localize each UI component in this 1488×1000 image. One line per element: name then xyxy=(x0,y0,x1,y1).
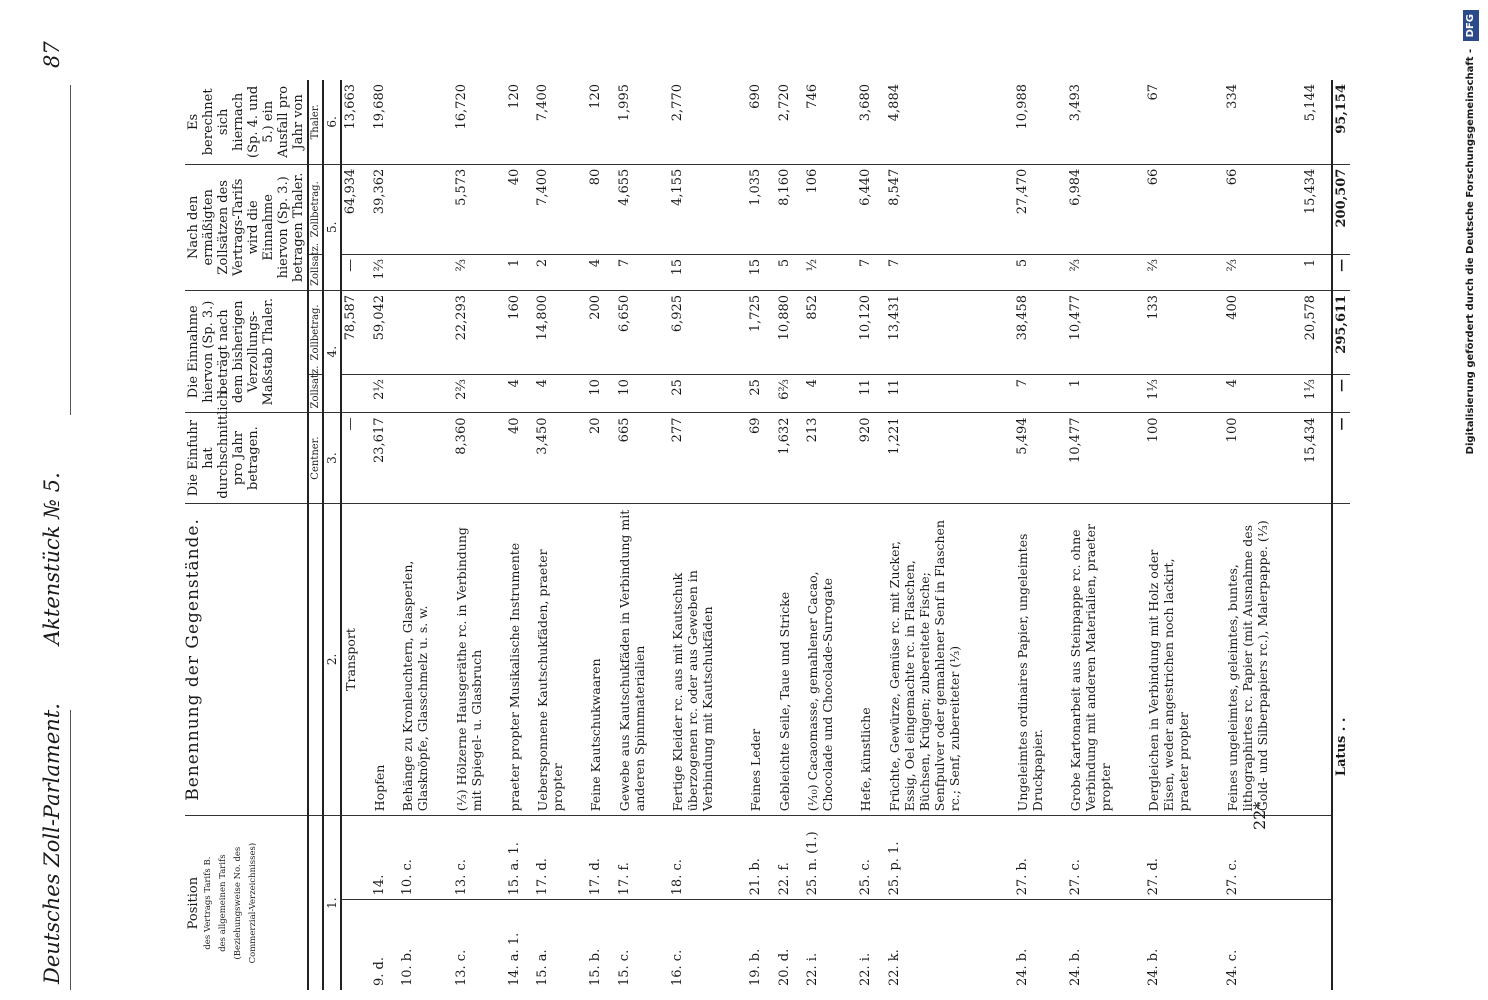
zollbetrag-bisher: 22,293 xyxy=(453,290,506,374)
dfg-logo: DFG xyxy=(1463,10,1479,41)
position-vertrag xyxy=(1302,900,1332,990)
position-vertrag: 24. b. xyxy=(1014,948,1030,986)
ausfall-thaler: 4,884 xyxy=(886,80,1014,164)
position-allgemein xyxy=(1302,816,1332,900)
table-row xyxy=(1014,80,1067,990)
unit-zollbetrag-5: Zollbetrag. xyxy=(308,164,323,254)
position-title: Position xyxy=(186,876,201,930)
col-header-ausfall: Es berechnet sich hiernach (Sp. 4. und 5.) ein Ausfall pro Jahr von xyxy=(185,80,308,164)
position-sub-allgemein: des allgemeinen Tarifs xyxy=(218,854,228,952)
zollsatz-bisher: 7 xyxy=(1014,375,1067,413)
zollbetrag-ermaessigt: 6,440 xyxy=(857,164,885,254)
table-row xyxy=(506,80,534,990)
position-vertrag: 15. c. xyxy=(616,949,632,986)
zollbetrag-bisher: 6,925 xyxy=(669,290,747,374)
einfuhr-centner: 20 xyxy=(587,413,615,503)
zollbetrag-ermaessigt: 8,160 xyxy=(776,164,804,254)
position-vertrag: 16. c. xyxy=(670,949,686,986)
position-vertrag: 10. b. xyxy=(400,948,416,986)
zollsatz-bisher: 25 xyxy=(747,375,775,413)
zollbetrag-ermaessigt xyxy=(399,164,452,254)
item-description: Feine Kautschukwaaren xyxy=(587,503,615,816)
item-description: Fertige Kleider rc. aus mit Kautschuk überzogenen rc. oder aus Geweben in Verbindung mit Kautschukfäden xyxy=(669,503,747,816)
zollsatz-ermaessigt: ⅔ xyxy=(1145,254,1223,290)
digitization-credit xyxy=(1460,10,1482,985)
position-allgemein: 14. xyxy=(371,816,399,900)
zollbetrag-ermaessigt: 15,434 xyxy=(1302,164,1332,254)
running-header-left: Deutsches Zoll-Parlament. xyxy=(40,703,64,984)
zollsatz-bisher: 25 xyxy=(669,375,747,413)
latus-einfuhr: — xyxy=(1332,413,1350,503)
position-vertrag xyxy=(341,900,371,990)
einfuhr-centner: 10,477 xyxy=(1067,413,1145,503)
unit-row xyxy=(308,80,323,990)
table-row xyxy=(776,80,804,990)
einfuhr-centner: 8,360 xyxy=(453,413,506,503)
ausfall-thaler: 3,680 xyxy=(857,80,885,164)
position-allgemein: 17. d. xyxy=(587,816,615,900)
position-allgemein: 21. b. xyxy=(747,816,775,900)
table-row xyxy=(1067,80,1145,990)
einfuhr-centner: 5,494 xyxy=(1014,413,1067,503)
table-row xyxy=(587,80,615,990)
zollsatz-bisher: 4 xyxy=(534,375,587,413)
ausfall-thaler: 7,400 xyxy=(534,80,587,164)
einfuhr-centner: 23,617 xyxy=(371,413,399,503)
einfuhr-centner xyxy=(399,413,452,503)
table-row xyxy=(1145,80,1223,990)
zollbetrag-bisher: 10,477 xyxy=(1067,290,1145,374)
zollbetrag-ermaessigt: 27,470 xyxy=(1014,164,1067,254)
latus-zollbetrag-5: 200,507 xyxy=(1332,164,1350,254)
table-row xyxy=(399,80,452,990)
position-allgemein: 17. d. xyxy=(534,816,587,900)
einfuhr-centner: 100 xyxy=(1224,413,1302,503)
position-allgemein: 27. d. xyxy=(1145,816,1223,900)
col-number-3: 3. xyxy=(323,413,341,503)
zollsatz-ermaessigt: ⅔ xyxy=(1067,254,1145,290)
ausfall-thaler: 690 xyxy=(747,80,775,164)
position-vertrag: 19. b. xyxy=(748,948,764,986)
item-description: Behänge zu Kronleuchtern, Glasperlen, Glasknöpfe, Glasschmelz u. s. w. xyxy=(399,503,452,816)
position-vertrag: 24. b. xyxy=(1146,948,1162,986)
unit-thaler: Thaler. xyxy=(308,80,323,164)
latus-ausfall: 95,154 xyxy=(1332,80,1350,164)
item-description: Feines ungeleimtes, geleimtes, buntes, lithographirtes rc. Papier (mit Ausnahme des Gold- und Silberpapiers rc.), Malerpappe. (⅓) xyxy=(1224,503,1302,816)
col-header-einfuhr: Die Einfuhr hat durchschnittlich pro Jahr betragen. xyxy=(185,413,308,503)
col-number-4: 4. xyxy=(323,290,341,413)
zollsatz-ermaessigt xyxy=(399,254,452,290)
item-description: (⅓) Hölzerne Hausgeräthe rc. in Verbindung mit Spiegel- u. Glasbruch xyxy=(453,503,506,816)
zollbetrag-ermaessigt: 7,400 xyxy=(534,164,587,254)
table-row xyxy=(1302,80,1332,990)
position-vertrag: 9. d. xyxy=(371,957,387,986)
zollsatz-ermaessigt: 4 xyxy=(587,254,615,290)
position-allgemein: 25. p. 1. xyxy=(886,816,1014,900)
table-body xyxy=(341,80,1332,990)
zollbetrag-ermaessigt: 8,547 xyxy=(886,164,1014,254)
ausfall-thaler: 10,988 xyxy=(1014,80,1067,164)
col-number-1: 1. xyxy=(323,816,341,990)
ausfall-thaler: 120 xyxy=(587,80,615,164)
ausfall-thaler: 13,663 xyxy=(341,80,371,164)
zollsatz-bisher: 10 xyxy=(616,375,669,413)
item-description xyxy=(1302,503,1332,816)
zollsatz-ermaessigt: — xyxy=(341,254,371,290)
einfuhr-centner: 920 xyxy=(857,413,885,503)
einfuhr-centner: 1,632 xyxy=(776,413,804,503)
einfuhr-centner: — xyxy=(341,413,371,503)
table-row xyxy=(453,80,506,990)
einfuhr-centner: 69 xyxy=(747,413,775,503)
zollbetrag-bisher: 38,458 xyxy=(1014,290,1067,374)
zollsatz-ermaessigt: 15 xyxy=(747,254,775,290)
table-row xyxy=(886,80,1014,990)
item-description: (⅒) Cacaomasse, gemahlener Cacao, Chocolade und Chocolade-Surrogate xyxy=(804,503,857,816)
position-vertrag: 22. k. xyxy=(886,949,902,986)
latus-zollsatz-4: — xyxy=(1332,375,1350,413)
zollbetrag-bisher: 200 xyxy=(587,290,615,374)
header-rule-left xyxy=(70,710,71,990)
zollsatz-ermaessigt: 1 xyxy=(506,254,534,290)
position-vertrag: 20. d. xyxy=(776,948,792,986)
zollbetrag-bisher: 10,880 xyxy=(776,290,804,374)
ausfall-thaler: 2,720 xyxy=(776,80,804,164)
zollsatz-ermaessigt: ½ xyxy=(804,254,857,290)
latus-zollsatz-5: — xyxy=(1332,254,1350,290)
position-allgemein: 25. c. xyxy=(857,816,885,900)
col-header-position xyxy=(185,816,308,990)
zollsatz-bisher: 4 xyxy=(506,375,534,413)
header-rule-right xyxy=(70,85,71,415)
position-allgemein: 22. f. xyxy=(776,816,804,900)
zollbetrag-ermaessigt: 66 xyxy=(1224,164,1302,254)
zollbetrag-ermaessigt: 1,035 xyxy=(747,164,775,254)
einfuhr-centner: 277 xyxy=(669,413,747,503)
unit-centner: Centner. xyxy=(308,413,323,503)
sheet-signature: 22* xyxy=(1250,801,1269,830)
zollsatz-ermaessigt: 1 xyxy=(1302,254,1332,290)
column-number-row xyxy=(323,80,341,990)
zollbetrag-ermaessigt: 64,934 xyxy=(341,164,371,254)
zollbetrag-bisher: 14,800 xyxy=(534,290,587,374)
zollbetrag-ermaessigt: 5,573 xyxy=(453,164,506,254)
zollsatz-ermaessigt: ⅔ xyxy=(453,254,506,290)
item-description: Transport xyxy=(341,503,371,816)
zollsatz-ermaessigt: 1⅔ xyxy=(371,254,399,290)
ausfall-thaler xyxy=(399,80,452,164)
einfuhr-centner: 3,450 xyxy=(534,413,587,503)
zollbetrag-ermaessigt: 39,362 xyxy=(371,164,399,254)
ausfall-thaler: 1,995 xyxy=(616,80,669,164)
ausfall-thaler: 19,680 xyxy=(371,80,399,164)
unit-zollsatz-4: Zollsatz. xyxy=(308,375,323,413)
item-description: Uebersponnene Kautschukfäden, praeter propter xyxy=(534,503,587,816)
running-header-doc-number: Aktenstück № 5. xyxy=(40,472,64,645)
ausfall-thaler: 746 xyxy=(804,80,857,164)
page-number: 87 xyxy=(40,41,64,68)
einfuhr-centner: 15,434 xyxy=(1302,413,1332,503)
zollsatz-bisher: 4 xyxy=(1224,375,1302,413)
zollbetrag-bisher: 20,578 xyxy=(1302,290,1332,374)
ausfall-thaler: 16,720 xyxy=(453,80,506,164)
position-vertrag: 13. c. xyxy=(453,949,469,986)
unit-zollbetrag-4: Zollbetrag. xyxy=(308,290,323,374)
col-header-benennung: Benennung der Gegenstände. xyxy=(185,503,308,816)
einfuhr-centner: 213 xyxy=(804,413,857,503)
einfuhr-centner: 665 xyxy=(616,413,669,503)
item-description: Hefe, künstliche xyxy=(857,503,885,816)
zollsatz-ermaessigt: 5 xyxy=(776,254,804,290)
zollbetrag-bisher: 852 xyxy=(804,290,857,374)
item-description: Gewebe aus Kautschukfäden in Verbindung mit anderen Spinnmaterialien xyxy=(616,503,669,816)
zollbetrag-ermaessigt: 6,984 xyxy=(1067,164,1145,254)
unit-cell xyxy=(308,503,323,816)
position-allgemein: 27. c. xyxy=(1067,816,1145,900)
zollsatz-bisher: 2½ xyxy=(371,375,399,413)
item-description: Früchte, Gewürze, Gemüse rc. mit Zucker, Essig, Oel eingemachte rc. in Flaschen, Büchsen, Krügen; zubereitete Fische; Senfpulver oder gemahlener Senf in Flaschen rc.; Senf, zubereiteter (⅓) xyxy=(886,503,1014,816)
table-row xyxy=(857,80,885,990)
einfuhr-centner: 100 xyxy=(1145,413,1223,503)
zollbetrag-bisher: 10,120 xyxy=(857,290,885,374)
position-allgemein: 25. n. (1.) xyxy=(804,816,857,900)
col-number-2: 2. xyxy=(323,503,341,816)
table-row xyxy=(616,80,669,990)
zollsatz-bisher xyxy=(341,375,371,413)
position-vertrag: 24. c. xyxy=(1224,949,1240,986)
table-row xyxy=(669,80,747,990)
zollbetrag-bisher xyxy=(399,290,452,374)
position-allgemein: 10. c. xyxy=(399,816,452,900)
position-allgemein: 13. c. xyxy=(453,816,506,900)
position-sub-commerzial: (Beziehungsweise No. des Commerzial-Verzeichnisses) xyxy=(233,842,258,964)
zollbetrag-bisher: 400 xyxy=(1224,290,1302,374)
header-row xyxy=(185,80,308,990)
position-allgemein: 27. c. xyxy=(1224,816,1302,900)
table-row xyxy=(534,80,587,990)
ausfall-thaler: 120 xyxy=(506,80,534,164)
zollsatz-bisher xyxy=(399,375,452,413)
col-header-einnahme: Die Einnahme hiervon (Sp. 3.) beträgt nach dem bisherigen Verzollungs-Maßstab Thaler. xyxy=(185,290,308,413)
zollsatz-ermaessigt: 7 xyxy=(886,254,1014,290)
zollbetrag-ermaessigt: 40 xyxy=(506,164,534,254)
zollsatz-ermaessigt: 15 xyxy=(669,254,747,290)
zollsatz-bisher: 1 xyxy=(1067,375,1145,413)
zollbetrag-bisher: 1,725 xyxy=(747,290,775,374)
zollsatz-bisher: 10 xyxy=(587,375,615,413)
position-allgemein: 18. c. xyxy=(669,816,747,900)
zollsatz-bisher: 6⅔ xyxy=(776,375,804,413)
ausfall-thaler: 67 xyxy=(1145,80,1223,164)
zollbetrag-bisher: 59,042 xyxy=(371,290,399,374)
table-row xyxy=(1224,80,1302,990)
einfuhr-centner: 40 xyxy=(506,413,534,503)
digitization-credit-text xyxy=(1460,10,1482,985)
latus-zollbetrag-4: 295,611 xyxy=(1332,290,1350,374)
ausfall-thaler: 334 xyxy=(1224,80,1302,164)
zollsatz-ermaessigt: ⅔ xyxy=(1224,254,1302,290)
zollbetrag-ermaessigt: 66 xyxy=(1145,164,1223,254)
zollsatz-bisher: 1⅓ xyxy=(1302,375,1332,413)
item-description: praeter propter Musikalische Instrumente xyxy=(506,503,534,816)
position-vertrag: 22. i. xyxy=(858,952,874,986)
latus-row xyxy=(1332,80,1350,990)
table-row xyxy=(371,80,399,990)
item-description: Feines Leder xyxy=(747,503,775,816)
position-sub-vertrag: des Vertrags Tarifs B. xyxy=(203,856,213,950)
zollbetrag-ermaessigt: 4,655 xyxy=(616,164,669,254)
position-vertrag: 14. a. 1. xyxy=(506,932,522,986)
ausfall-thaler: 3,493 xyxy=(1067,80,1145,164)
zollbetrag-bisher: 133 xyxy=(1145,290,1223,374)
table-row xyxy=(747,80,775,990)
zollsatz-bisher: 11 xyxy=(857,375,885,413)
zollsatz-bisher: 2⅔ xyxy=(453,375,506,413)
position-vertrag: 15. a. xyxy=(535,949,551,986)
zollsatz-ermaessigt: 7 xyxy=(857,254,885,290)
position-vertrag: 22. i. xyxy=(804,952,820,986)
position-allgemein: 15. a. 1. xyxy=(506,816,534,900)
col-number-6: 6. xyxy=(323,80,341,164)
position-allgemein: 17. f. xyxy=(616,816,669,900)
item-description: Grobe Kartonarbeit aus Steinpappe rc. ohne Verbindung mit anderen Materialien, praeter propter xyxy=(1067,503,1145,816)
item-description: Ungeleimtes ordinaires Papier, ungeleimtes Druckpapier. xyxy=(1014,503,1067,816)
zollsatz-ermaessigt: 2 xyxy=(534,254,587,290)
col-header-ermaessigt: Nach den ermäßigten Zollsätzen des Vertrags-Tarifs wird die Einnahme hiervon (Sp. 3.) betragen Thaler. xyxy=(185,164,308,290)
table-row xyxy=(341,80,371,990)
zollbetrag-ermaessigt: 4,155 xyxy=(669,164,747,254)
tariff-table xyxy=(185,80,1350,990)
zollsatz-ermaessigt: 7 xyxy=(616,254,669,290)
zollbetrag-bisher: 160 xyxy=(506,290,534,374)
ausfall-thaler: 5,144 xyxy=(1302,80,1332,164)
item-description: Gebleichte Seile, Taue und Stricke xyxy=(776,503,804,816)
zollsatz-bisher: 11 xyxy=(886,375,1014,413)
zollsatz-ermaessigt: 5 xyxy=(1014,254,1067,290)
col-number-5: 5. xyxy=(323,164,341,290)
credit-label: Digitalisierung gefördert durch die Deutsche Forschungsgemeinschaft - xyxy=(1465,48,1476,455)
unit-zollsatz-5: Zollsatz. xyxy=(308,254,323,290)
unit-cell xyxy=(308,816,323,990)
zollsatz-bisher: 4 xyxy=(804,375,857,413)
item-description: Dergleichen in Verbindung mit Holz oder Eisen, weder angestrichen noch lackirt, praeter propter xyxy=(1145,503,1223,816)
latus-label: Latus . . xyxy=(1332,503,1350,990)
position-vertrag: 24. b. xyxy=(1068,948,1084,986)
zollbetrag-bisher: 78,587 xyxy=(341,290,371,374)
zollbetrag-bisher: 13,431 xyxy=(886,290,1014,374)
position-allgemein: 27. b. xyxy=(1014,816,1067,900)
position-vertrag: 15. b. xyxy=(588,948,604,986)
ausfall-thaler: 2,770 xyxy=(669,80,747,164)
item-description: Hopfen xyxy=(371,503,399,816)
zollbetrag-ermaessigt: 80 xyxy=(587,164,615,254)
position-allgemein xyxy=(341,816,371,900)
zollsatz-bisher: 1⅓ xyxy=(1145,375,1223,413)
zollbetrag-ermaessigt: 106 xyxy=(804,164,857,254)
table-row xyxy=(804,80,857,990)
einfuhr-centner: 1,221 xyxy=(886,413,1014,503)
zollbetrag-bisher: 6,650 xyxy=(616,290,669,374)
